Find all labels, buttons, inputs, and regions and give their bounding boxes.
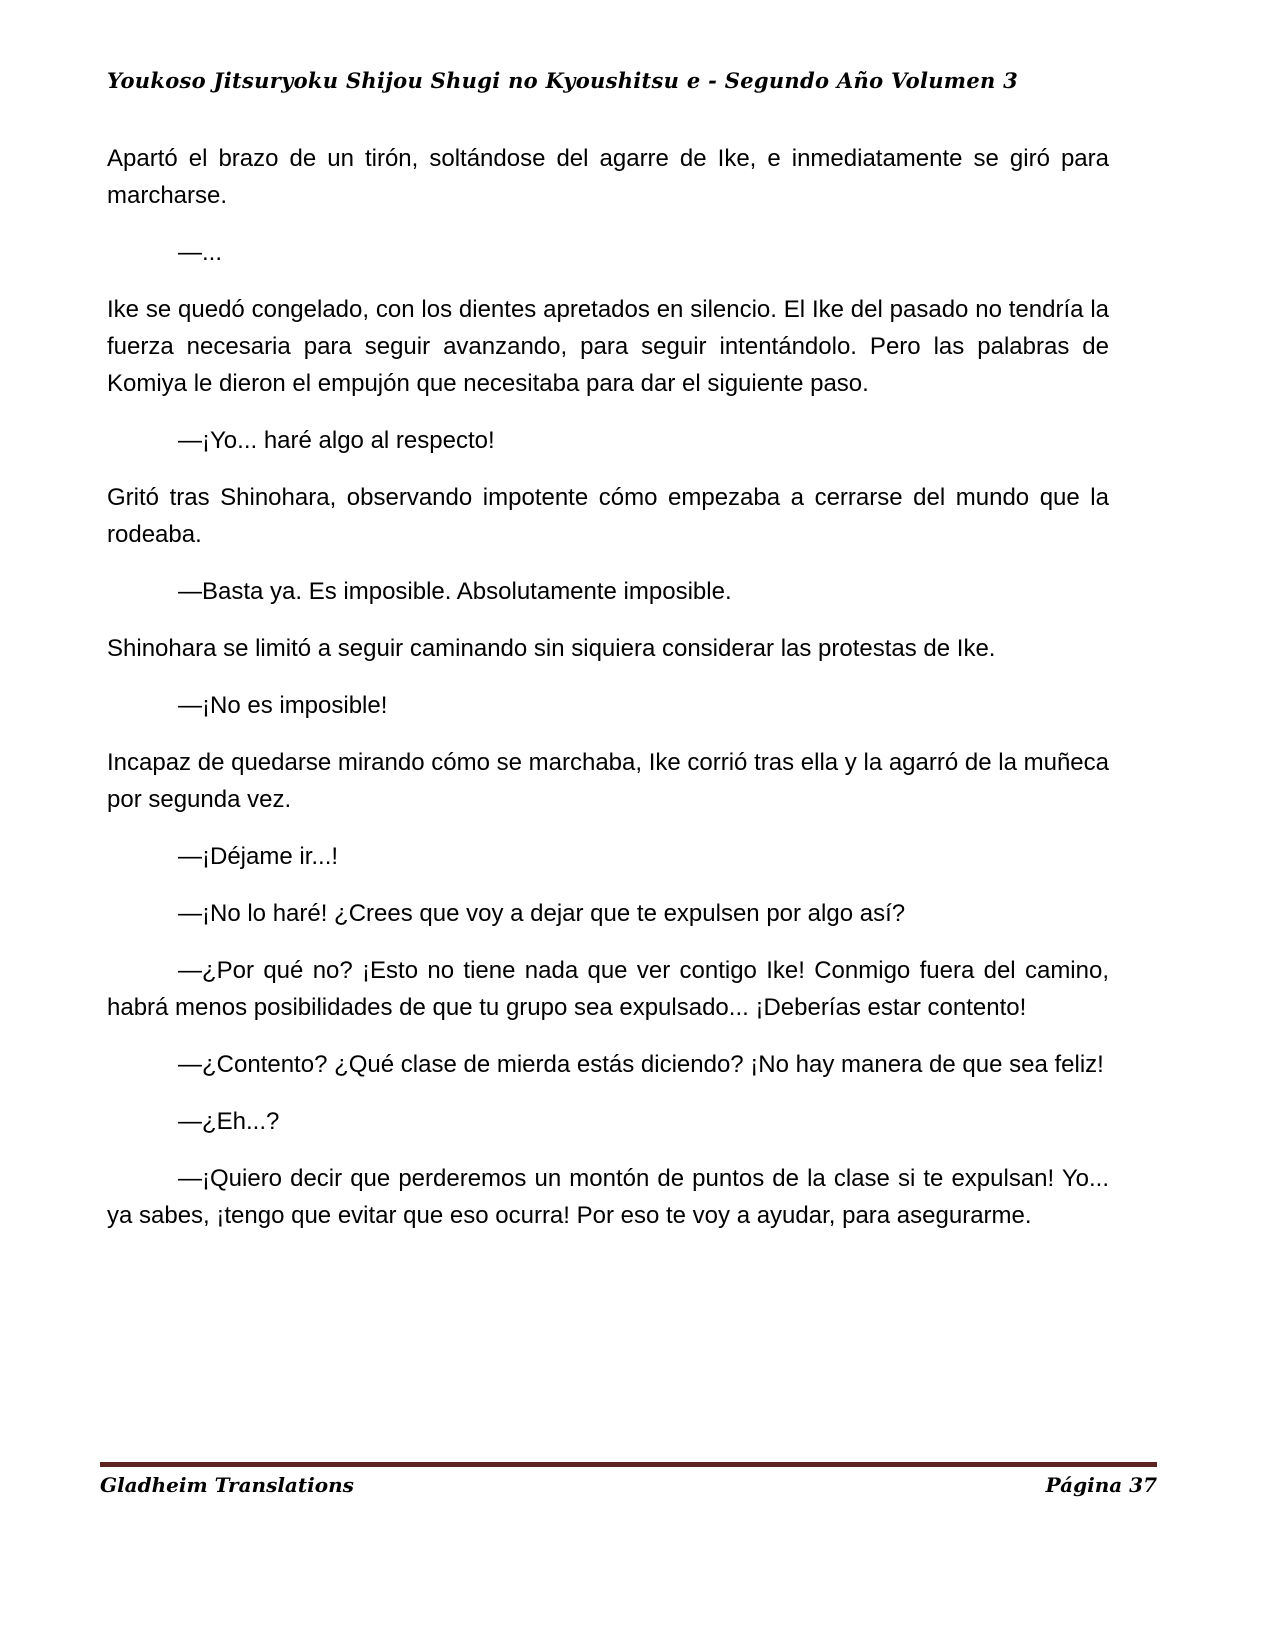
paragraph: —¡Quiero decir que perderemos un montón de puntos de la clase si te expulsan! Yo... ya sabes, ¡tengo que evitar que eso ocurra! Por eso te voy a ayudar, para asegurarme. <box>107 1165 1109 1229</box>
paragraph: —¡Déjame ir...! <box>178 843 339 870</box>
page-header-title: Youkoso Jitsuryoku Shijou Shugi no Kyoushitsu e - Segundo Año Volumen 3 <box>107 68 1019 93</box>
paragraph: Gritó tras Shinohara, observando impotente cómo empezaba a cerrarse del mundo que la rodeaba. <box>107 484 1109 548</box>
footer-page-number: Página 37 <box>1045 1473 1157 1497</box>
document-body <box>107 140 1109 1254</box>
paragraph: —¿Eh...? <box>178 1108 280 1135</box>
page-footer <box>100 1462 1157 1497</box>
paragraph: Apartó el brazo de un tirón, soltándose del agarre de Ike, e inmediatamente se giró para marcharse. <box>107 145 1109 209</box>
paragraph: —¿Por qué no? ¡Esto no tiene nada que ver contigo Ike! Conmigo fuera del camino, habrá menos posibilidades de que tu grupo sea expulsado... ¡Deberías estar contento! <box>107 957 1109 1021</box>
page-header <box>107 68 1155 93</box>
paragraph: —Basta ya. Es imposible. Absolutamente imposible. <box>178 578 732 605</box>
paragraph: —¡No es imposible! <box>178 692 388 719</box>
paragraph: Incapaz de quedarse mirando cómo se marchaba, Ike corrió tras ella y la agarró de la muñeca por segunda vez. <box>107 749 1109 813</box>
paragraph: —¡No lo haré! ¿Crees que voy a dejar que te expulsen por algo así? <box>178 900 906 927</box>
paragraph: Shinohara se limitó a seguir caminando sin siquiera considerar las protestas de Ike. <box>107 635 996 662</box>
paragraph: —¡Yo... haré algo al respecto! <box>178 427 495 454</box>
paragraph: Ike se quedó congelado, con los dientes apretados en silencio. El Ike del pasado no tendría la fuerza necesaria para seguir avanzando, para seguir intentándolo. Pero las palabras de Komiya le dieron el empujón que necesitaba para dar el siguiente paso. <box>107 296 1109 397</box>
footer-translator-credit: Gladheim Translations <box>100 1473 354 1497</box>
paragraph: —... <box>178 239 223 266</box>
paragraph: —¿Contento? ¿Qué clase de mierda estás diciendo? ¡No hay manera de que sea feliz! <box>178 1051 1104 1078</box>
footer-divider <box>100 1462 1157 1467</box>
